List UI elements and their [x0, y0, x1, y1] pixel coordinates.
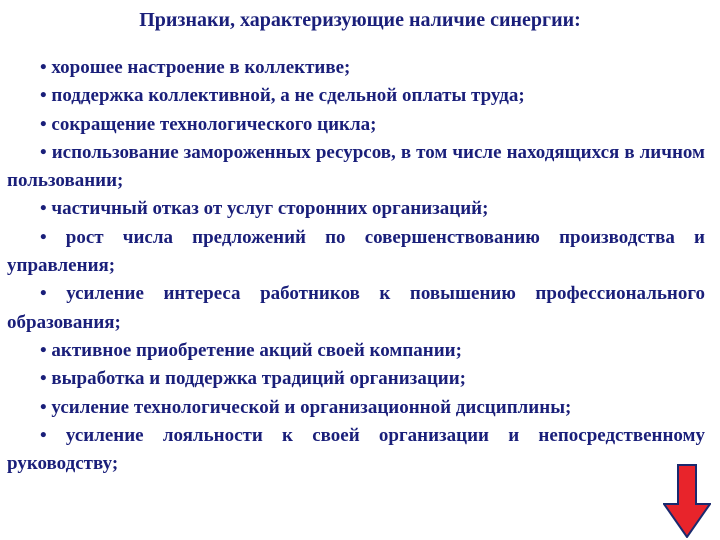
- slide-title: Признаки, характеризующие наличие синергии:: [139, 9, 581, 31]
- list-item: • рост числа предложений по совершенствованию производства и управления;: [7, 226, 705, 277]
- list-item: • выработка и поддержка традиций организации;: [40, 368, 466, 390]
- list-item: • усиление технологической и организационной дисциплины;: [40, 396, 572, 418]
- list-item: • хорошее настроение в коллективе;: [40, 57, 351, 78]
- list-item: • частичный отказ от услуг сторонних организаций;: [40, 198, 489, 220]
- list-item: • использование замороженных ресурсов, в том числе находящихся в личном пользовании;: [7, 141, 705, 192]
- list-item: • усиление интереса работников к повышению профессионального образования;: [7, 283, 705, 333]
- arrow-down-icon[interactable]: [663, 464, 711, 538]
- list-item: • активное приобретение акций своей компании;: [40, 339, 462, 361]
- list-item: • усиление лояльности к своей организации и непосредственному руководству;: [7, 424, 705, 475]
- synergy-signs-list: [7, 54, 705, 478]
- list-item: • сокращение технологического цикла;: [40, 113, 377, 135]
- list-item: • поддержка коллективной, а не сдельной оплаты труда;: [40, 85, 525, 107]
